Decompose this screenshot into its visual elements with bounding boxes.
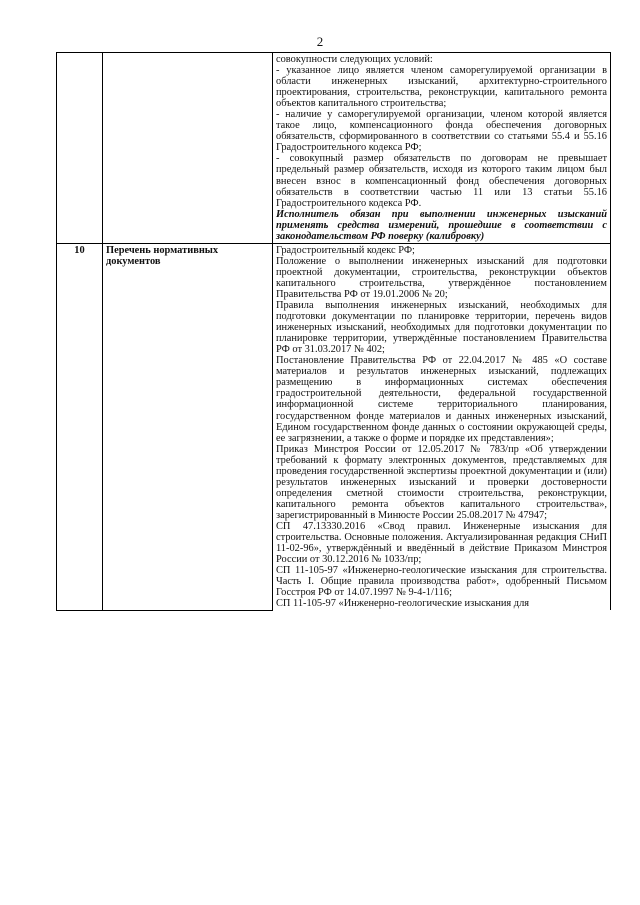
- emphasis-paragraph: Исполнитель обязан при выполнении инженерных изысканий применять средства измерений, прошедшие в соответствии с законодательством РФ поверку (калибровку): [276, 208, 607, 242]
- paragraph: СП 11-105-97 «Инженерно-геологические изыскания для строительства. Часть I. Общие правила производства работ», одобренный Письмом Госстроя РФ от 14.07.1997 № 9-4-1/116;: [276, 565, 607, 599]
- paragraph: Положение о выполнении инженерных изысканий для подготовки проектной документации, строительства, реконструкции объектов капитального строительства, утверждённое постановлением Правительства РФ от 19.01.2006 № 20;: [276, 255, 607, 300]
- cell-normative-documents: [273, 243, 611, 610]
- paragraph: СП 47.13330.2016 «Свод правил. Инженерные изыскания для строительства. Основные положения. Актуализированная редакция СНиП 11-02-96», утверждённый и введённый в действие Приказом Минстроя России от 30.12.2016 № 1033/пр;: [276, 520, 607, 566]
- paragraph: Градостроительный кодекс РФ;: [276, 244, 415, 256]
- paragraph: СП 11-105-97 «Инженерно-геологические изыскания для: [276, 598, 530, 610]
- row-label: Перечень нормативных документов: [103, 243, 273, 610]
- row-number: 10: [57, 243, 103, 610]
- paragraph: - наличие у саморегулируемой организации, членом которой является такое лицо, компенсационного фонда обеспечения договорных обязательств, сформированного в соответствии со статьями 55.4 и 55.16 Градостроительного кодекса РФ;: [276, 109, 607, 154]
- table-row-continued: [57, 53, 611, 244]
- paragraph: совокупности следующих условий:: [276, 54, 433, 65]
- paragraph: - указанное лицо является членом саморегулируемой организации в области инженерных изысканий, архитектурно-строительного проектирования, строительства, реконструкции, капитального ремонта объектов капитального строительства;: [276, 65, 607, 110]
- page-number: 2: [316, 34, 324, 49]
- requirements-table: [56, 52, 611, 611]
- paragraph: Постановление Правительства РФ от 22.04.2017 № 485 «О составе материалов и результатов инженерных изысканий, подлежащих размещению в информационных системах обеспечения градостроительной деятельности, федеральной государственной информационной системе территориального планирования, государственном фонде материалов и данных инженерных изысканий, Едином государственном фонде данных о состоянии окружающей среды, ее загрязнении, а также о форме и порядке их представления»;: [276, 355, 607, 444]
- cell-number-empty: [57, 53, 103, 244]
- cell-label-empty: [103, 53, 273, 244]
- table-row-10: [57, 243, 611, 610]
- paragraph: Правила выполнения инженерных изысканий, необходимых для подготовки документации по планировке территории, перечень видов инженерных изысканий, необходимых для подготовки документации по планировке территории, утверждённые постановлением Правительства РФ от 31.03.2017 № 402;: [276, 300, 607, 356]
- paragraph: - совокупный размер обязательств по договорам не превышает предельный размер обязательств, исходя из которого таким лицом был внесен взнос в компенсационный фонд обеспечения договорных обязательств в соответствии частью 11 или 13 статьи 55.16 Градостроительного кодекса РФ.: [276, 153, 607, 209]
- paragraph: Приказ Минстроя России от 12.05.2017 № 783/пр «Об утверждении требований к формату электронных документов, представляемых для проведения государственной экспертизы проектной документации и (или) результатов инженерных изысканий и проверки достоверности определения сметной стоимости строительства, реконструкции, капитального ремонта объектов капитального строительства», зарегистрированный в Минюсте России 25.08.2017 № 47947;: [276, 443, 607, 521]
- cell-conditions: [273, 53, 611, 244]
